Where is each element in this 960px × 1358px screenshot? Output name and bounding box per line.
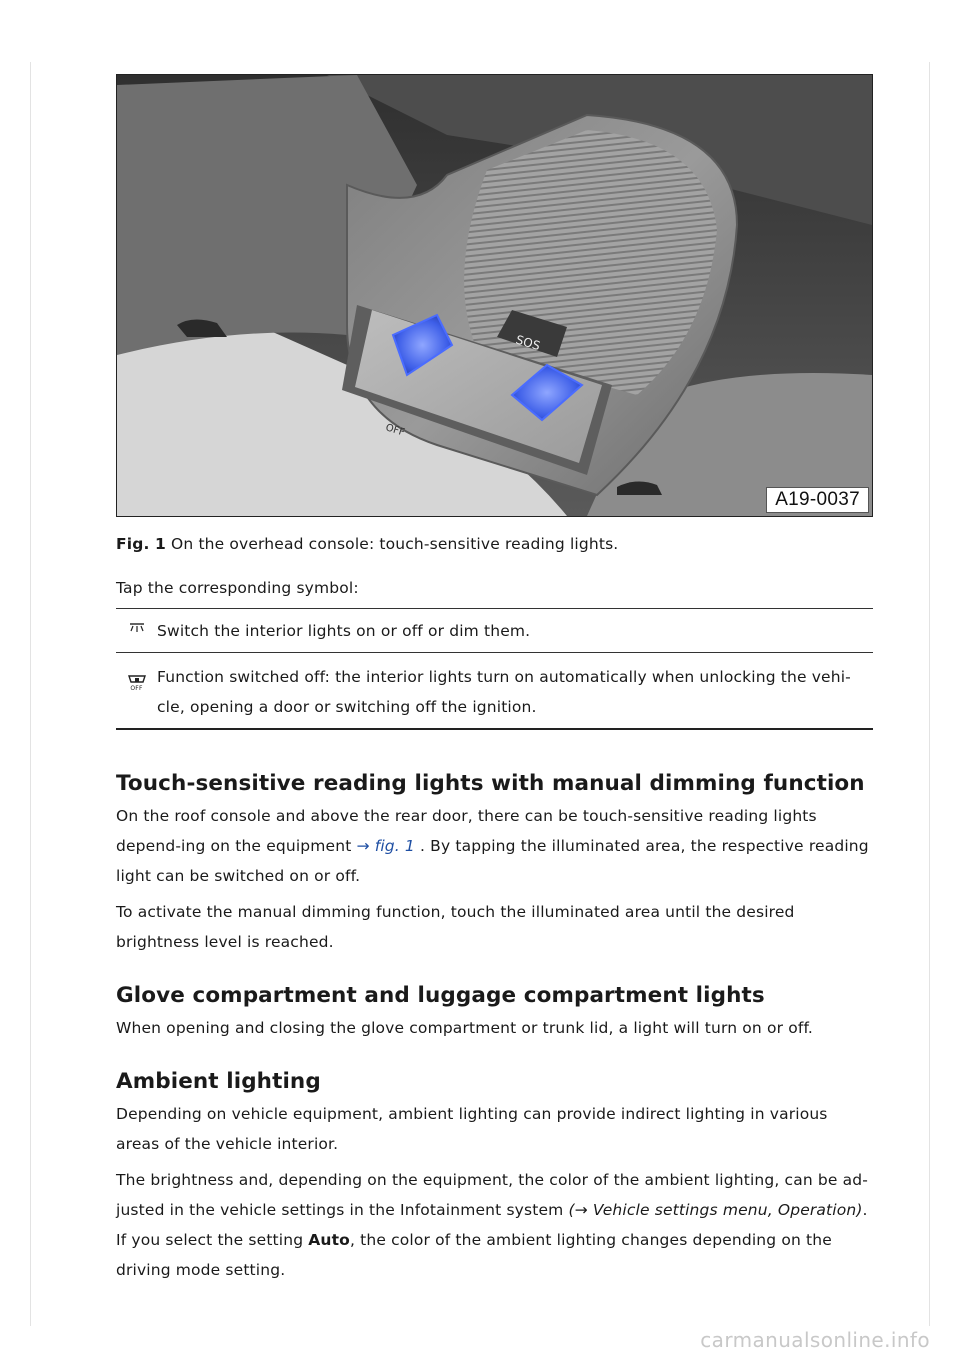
figure-caption-text: On the overhead console: touch-sensitive reading lights.: [171, 535, 619, 553]
door-contact-off-label: OFF: [130, 685, 143, 692]
page-content: [116, 74, 873, 1285]
symbol-description: Function switched off: the interior lights turn on automatically when unlocking the vehi-cle, opening a door or switching off the ignition.: [157, 668, 851, 716]
overhead-console-illustration: [117, 75, 872, 516]
section-heading-glove-lights: Glove compartment and luggage compartment lights: [116, 983, 765, 1008]
page-frame-left: [30, 62, 31, 1326]
touch-paragraph-1: On the roof console and above the rear door, there can be touch-sensitive reading lights depend-ing on the equipment → fig. 1 . By tapping the illuminated area, the respective reading light can be switched on or off.: [116, 807, 869, 885]
auto-setting: Auto: [308, 1231, 350, 1249]
glove-paragraph: When opening and closing the glove compartment or trunk lid, a light will turn on or off.: [116, 1019, 813, 1037]
page-frame-right: [929, 62, 930, 1326]
sos-label: SOS: [514, 332, 542, 354]
figure-reference-link[interactable]: → fig. 1: [356, 837, 415, 855]
figure-caption-prefix: Fig. 1: [116, 535, 166, 553]
symbol-intro: Tap the corresponding symbol:: [116, 579, 359, 597]
symbol-table: [116, 608, 873, 730]
symbol-row: [116, 652, 873, 728]
infotainment-reference: (→ Vehicle settings menu, Operation): [568, 1201, 863, 1219]
door-contact-off-icon: [128, 674, 146, 685]
watermark: carmanualsonline.info: [700, 1328, 930, 1352]
figure-code-label: A19-0037: [766, 487, 869, 513]
section-heading-touch-lights: Touch-sensitive reading lights with manual dimming function: [116, 771, 865, 796]
overhead-console-figure: [116, 74, 873, 517]
symbol-description: Switch the interior lights on or off or dim them.: [157, 622, 531, 640]
touch-paragraph-2: To activate the manual dimming function, touch the illuminated area until the desired brightness level is reached.: [116, 903, 795, 951]
symbol-row: [116, 609, 873, 652]
figure-caption: [116, 529, 873, 559]
ambient-paragraph-2: The brightness and, depending on the equipment, the color of the ambient lighting, can be ad-justed in the vehicle settings in the Infotainment system (→ Vehicle settings menu, Operation). If you select the setting Auto, the color of the ambient lighting changes depending on the driving mode setting.: [116, 1171, 869, 1279]
interior-light-icon: [128, 622, 146, 634]
ambient-paragraph-1: Depending on vehicle equipment, ambient lighting can provide indirect lighting in various areas of the vehicle interior.: [116, 1105, 828, 1153]
section-heading-ambient: Ambient lighting: [116, 1069, 321, 1094]
off-label: OFF: [384, 422, 406, 439]
